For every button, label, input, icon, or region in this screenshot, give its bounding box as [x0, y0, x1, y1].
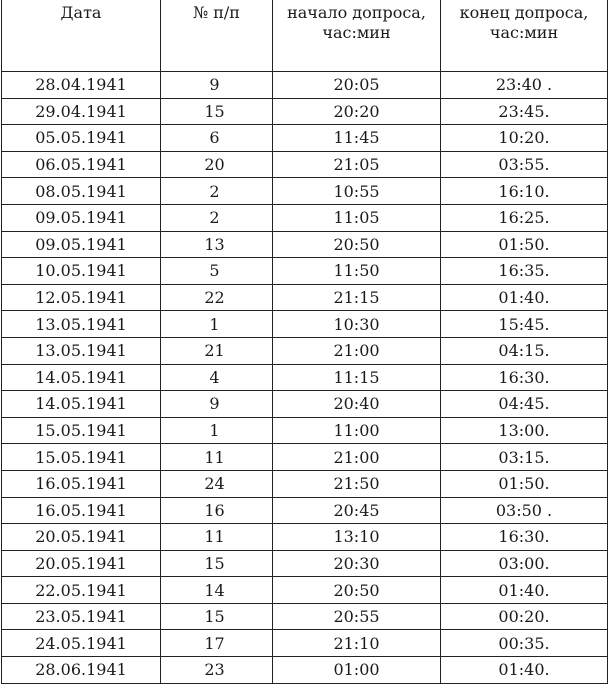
cell-number: 2 [161, 204, 273, 231]
table-row [2, 630, 608, 657]
cell-end-time: 15:45. [441, 311, 608, 338]
cell-start-time: 11:05 [273, 204, 441, 231]
cell-number: 22 [161, 284, 273, 311]
header-start-label-line1: начало допроса, [287, 3, 426, 22]
cell-date: 20.05.1941 [2, 550, 161, 577]
cell-number: 15 [161, 98, 273, 125]
cell-number: 2 [161, 178, 273, 205]
cell-end-time: 04:15. [441, 337, 608, 364]
cell-date: 15.05.1941 [2, 417, 161, 444]
cell-start-time: 10:30 [273, 311, 441, 338]
cell-end-time: 04:45. [441, 391, 608, 418]
cell-start-time: 20:05 [273, 72, 441, 99]
table-row [2, 337, 608, 364]
cell-number: 9 [161, 72, 273, 99]
cell-number: 21 [161, 337, 273, 364]
cell-number: 6 [161, 125, 273, 152]
table-body [2, 72, 608, 684]
cell-end-time: 16:25. [441, 204, 608, 231]
cell-number: 11 [161, 524, 273, 551]
cell-start-time: 20:30 [273, 550, 441, 577]
table-row [2, 470, 608, 497]
table-row [2, 204, 608, 231]
cell-start-time: 21:15 [273, 284, 441, 311]
table-row [2, 391, 608, 418]
table-row [2, 311, 608, 338]
cell-start-time: 10:55 [273, 178, 441, 205]
cell-date: 20.05.1941 [2, 524, 161, 551]
table-header [2, 0, 608, 72]
cell-date: 10.05.1941 [2, 258, 161, 285]
cell-end-time: 01:40. [441, 577, 608, 604]
header-end-label-line1: конец допроса, [459, 3, 589, 22]
table-row [2, 603, 608, 630]
table-row [2, 125, 608, 152]
cell-start-time: 20:45 [273, 497, 441, 524]
header-start-time [273, 0, 441, 72]
header-date-label: Дата [60, 3, 102, 22]
header-row [2, 0, 608, 72]
cell-number: 13 [161, 231, 273, 258]
cell-end-time: 01:50. [441, 470, 608, 497]
table-row [2, 231, 608, 258]
cell-start-time: 21:00 [273, 444, 441, 471]
cell-number: 15 [161, 550, 273, 577]
cell-number: 24 [161, 470, 273, 497]
cell-date: 23.05.1941 [2, 603, 161, 630]
cell-start-time: 11:00 [273, 417, 441, 444]
cell-date: 09.05.1941 [2, 231, 161, 258]
cell-start-time: 21:05 [273, 151, 441, 178]
table-row [2, 524, 608, 551]
cell-end-time: 01:40. [441, 657, 608, 684]
cell-end-time: 03:00. [441, 550, 608, 577]
cell-date: 24.05.1941 [2, 630, 161, 657]
cell-date: 28.04.1941 [2, 72, 161, 99]
cell-date: 16.05.1941 [2, 497, 161, 524]
cell-start-time: 20:40 [273, 391, 441, 418]
header-start-label-line2: час:мин [322, 23, 391, 42]
cell-date: 08.05.1941 [2, 178, 161, 205]
cell-start-time: 11:45 [273, 125, 441, 152]
header-end-label-line2: час:мин [489, 23, 559, 42]
cell-start-time: 20:50 [273, 577, 441, 604]
cell-date: 14.05.1941 [2, 391, 161, 418]
cell-end-time: 03:55. [441, 151, 608, 178]
cell-number: 5 [161, 258, 273, 285]
cell-start-time: 11:50 [273, 258, 441, 285]
table-row [2, 72, 608, 99]
cell-start-time: 20:20 [273, 98, 441, 125]
cell-number: 4 [161, 364, 273, 391]
interrogation-table [1, 0, 608, 684]
cell-number: 20 [161, 151, 273, 178]
cell-start-time: 21:10 [273, 630, 441, 657]
cell-end-time: 16:30. [441, 524, 608, 551]
cell-date: 14.05.1941 [2, 364, 161, 391]
cell-end-time: 01:50. [441, 231, 608, 258]
cell-number: 15 [161, 603, 273, 630]
cell-end-time: 03:15. [441, 444, 608, 471]
table-row [2, 497, 608, 524]
header-end-time [441, 0, 608, 72]
cell-number: 23 [161, 657, 273, 684]
table-row [2, 417, 608, 444]
cell-start-time: 20:50 [273, 231, 441, 258]
cell-date: 12.05.1941 [2, 284, 161, 311]
table-row [2, 550, 608, 577]
cell-end-time: 16:35. [441, 258, 608, 285]
header-number [161, 0, 273, 72]
table-row [2, 444, 608, 471]
table-row [2, 178, 608, 205]
cell-date: 13.05.1941 [2, 337, 161, 364]
table-row [2, 657, 608, 684]
table-row [2, 284, 608, 311]
cell-date: 06.05.1941 [2, 151, 161, 178]
cell-number: 14 [161, 577, 273, 604]
cell-number: 1 [161, 417, 273, 444]
cell-date: 29.04.1941 [2, 98, 161, 125]
cell-number: 11 [161, 444, 273, 471]
cell-date: 05.05.1941 [2, 125, 161, 152]
table-row [2, 258, 608, 285]
header-number-label: № п/п [193, 3, 240, 22]
cell-end-time: 10:20. [441, 125, 608, 152]
cell-date: 28.06.1941 [2, 657, 161, 684]
cell-start-time: 01:00 [273, 657, 441, 684]
cell-end-time: 01:40. [441, 284, 608, 311]
table-row [2, 577, 608, 604]
cell-end-time: 23:45. [441, 98, 608, 125]
cell-start-time: 21:00 [273, 337, 441, 364]
header-date [2, 0, 161, 72]
cell-end-time: 16:30. [441, 364, 608, 391]
cell-date: 15.05.1941 [2, 444, 161, 471]
cell-number: 16 [161, 497, 273, 524]
cell-end-time: 00:20. [441, 603, 608, 630]
cell-number: 1 [161, 311, 273, 338]
cell-end-time: 03:50 . [441, 497, 608, 524]
table-row [2, 364, 608, 391]
cell-start-time: 21:50 [273, 470, 441, 497]
table-row [2, 151, 608, 178]
cell-end-time: 00:35. [441, 630, 608, 657]
cell-end-time: 16:10. [441, 178, 608, 205]
cell-number: 9 [161, 391, 273, 418]
cell-start-time: 13:10 [273, 524, 441, 551]
cell-start-time: 20:55 [273, 603, 441, 630]
cell-date: 09.05.1941 [2, 204, 161, 231]
cell-start-time: 11:15 [273, 364, 441, 391]
cell-end-time: 23:40 . [441, 72, 608, 99]
cell-date: 13.05.1941 [2, 311, 161, 338]
cell-date: 16.05.1941 [2, 470, 161, 497]
table-row [2, 98, 608, 125]
cell-number: 17 [161, 630, 273, 657]
cell-date: 22.05.1941 [2, 577, 161, 604]
cell-end-time: 13:00. [441, 417, 608, 444]
